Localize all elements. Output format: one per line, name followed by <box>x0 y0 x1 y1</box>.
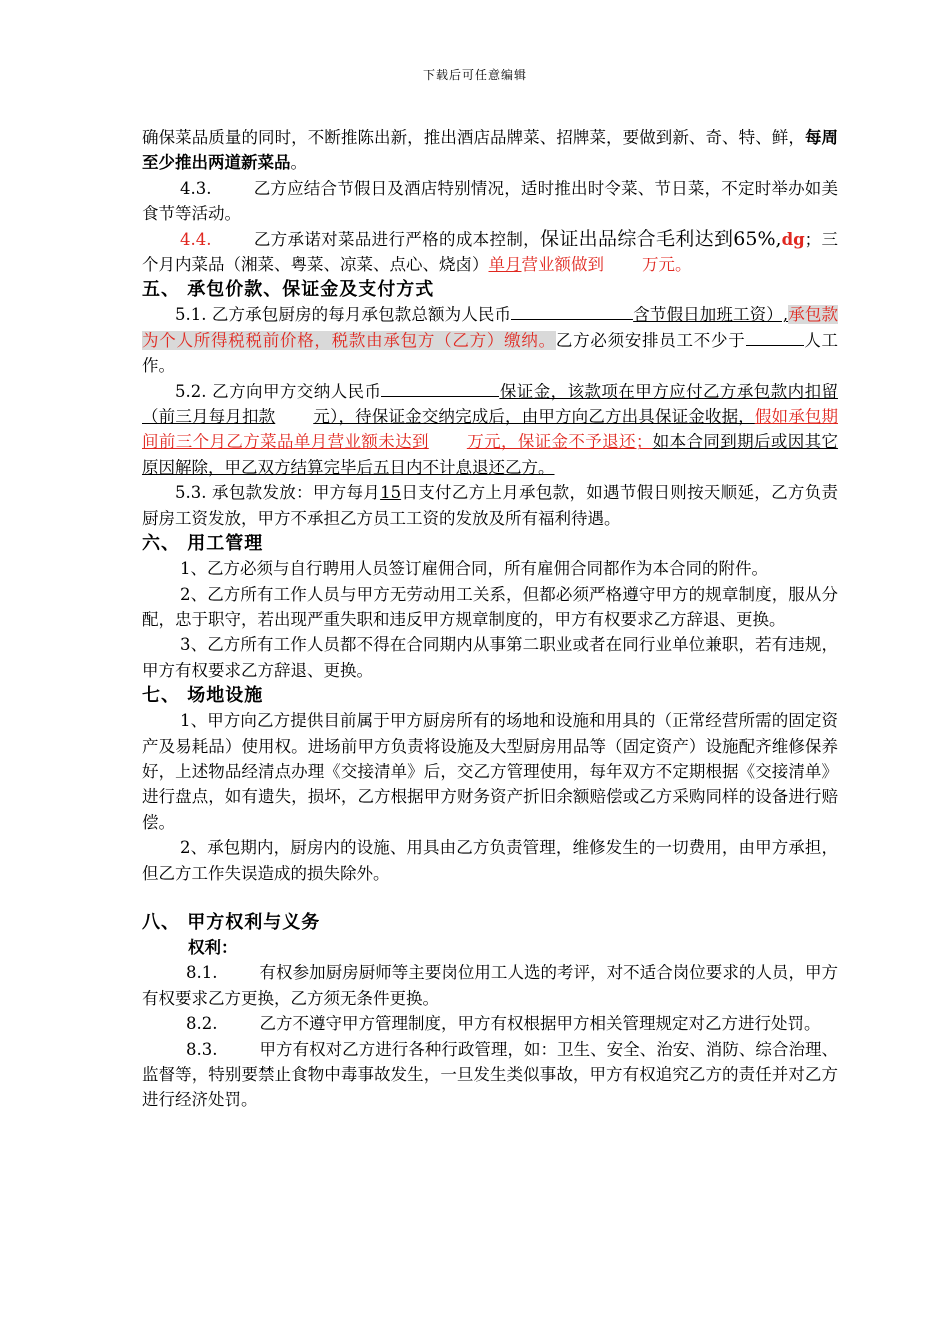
document-body <box>142 125 838 1113</box>
clause-8-3: 8.3. 甲方有权对乙方进行各种行政管理，如：卫生、安全、治安、消防、综合治理、监督等，特别要禁止食物中毒事故发生，一旦发生类似事故，甲方有权追究乙方的责任并对乙方进行经济处罚。 <box>142 1039 838 1110</box>
clause-6-1: 1、乙方必须与自行聘用人员签订雇佣合同，所有雇佣合同都作为本合同的附件。 <box>180 559 768 579</box>
section-7-heading: 七、 场地设施 <box>142 685 264 707</box>
paragraph-4-2-continued: 确保菜品质量的同时，不断推陈出新，推出酒店品牌菜、招牌菜，要做到新、奇、特、鲜，每周至少推出两道新菜品。 <box>142 128 839 173</box>
clause-5-2: 5.2. 乙方向甲方交纳人民币 保证金，该款项在甲方应付乙方承包款内扣留（前三月每月扣款 元），待保证金交纳完成后，由甲方向乙方出具保证金收据，假如承包期间前三个月乙方菜品单月营业额未达到 万元，保证金不予退还；如本合同到期后或因其它原因解除，甲乙双方结算完毕后五日内不计息退还乙方。 <box>142 381 839 477</box>
staff-count-blank <box>746 331 804 346</box>
clause-8-2: 8.2. 乙方不遵守甲方管理制度，甲方有权根据甲方相关管理规定对乙方进行处罚。 <box>186 1014 821 1034</box>
section-6-heading: 六、 用工管理 <box>142 533 264 555</box>
rights-subheading: 权利： <box>188 937 238 957</box>
section-5-heading: 五、 承包价款、保证金及支付方式 <box>142 279 435 301</box>
page-header: 下载后可任意编辑 <box>422 68 527 82</box>
clause-4-3: 4.3. 乙方应结合节假日及酒店特别情况，适时推出时令菜、节日菜，不定时举办如美食节等活动。 <box>142 178 838 224</box>
clause-6-2: 2、乙方所有工作人员与甲方无劳动用工关系，但都必须严格遵守甲方的规章制度，服从分配，忠于职守，若出现严重失职和违反甲方规章制度的，甲方有权要求乙方辞退、更换。 <box>142 584 838 629</box>
clause-6-3: 3、乙方所有工作人员都不得在合同期内从事第二职业或者在同行业单位兼职，若有违规，甲方有权要求乙方辞退、更换。 <box>142 635 838 680</box>
clause-7-1: 1、甲方向乙方提供目前属于甲方厨房所有的场地和设施和用具的（正常经营所需的固定资产及易耗品）使用权。进场前甲方负责将设施及大型厨房用品等（固定资产）设施配齐维修保养好，上述物品经清点办理《交接清单》后，交乙方管理使用，每年双方不定期根据《交接清单》进行盘点，如有遗失，损坏，乙方根据甲方财务资产折旧余额赔偿或乙方采购同样的设备进行赔偿。 <box>142 711 838 832</box>
section-8-heading: 八、 甲方权利与义务 <box>142 911 321 933</box>
clause-7-2: 2、承包期内，厨房内的设施、用具由乙方负责管理，维修发生的一切费用，由甲方承担，但乙方工作失误造成的损失除外。 <box>142 838 838 883</box>
clause-8-1: 8.1. 有权参加厨房厨师等主要岗位用工人选的考评，对不适合岗位要求的人员，甲方有权要求乙方更换，乙方须无条件更换。 <box>142 963 838 1008</box>
clause-4-4: 4.4. 乙方承诺对菜品进行严格的成本控制，保证出品综合毛利达到65%,dg；三个月内菜品（湘菜、粤菜、凉菜、点心、烧卤）单月营业额做到 万元。 <box>142 227 839 275</box>
clause-5-3: 5.3. 承包款发放：甲方每月15日支付乙方上月承包款，如遇节假日则按天顺延，乙方负责厨房工资发放，甲方不承担乙方员工工资的发放及所有福利待遇。 <box>142 483 839 528</box>
amount-blank <box>511 305 633 320</box>
deposit-blank <box>381 382 499 397</box>
clause-5-1: 5.1. 乙方承包厨房的每月承包款总额为人民币 含节假日加班工资）,承包款为个人所得税税前价格，税款由承包方（乙方）缴纳。乙方必须安排员工不少于 人工作。 <box>142 305 839 376</box>
